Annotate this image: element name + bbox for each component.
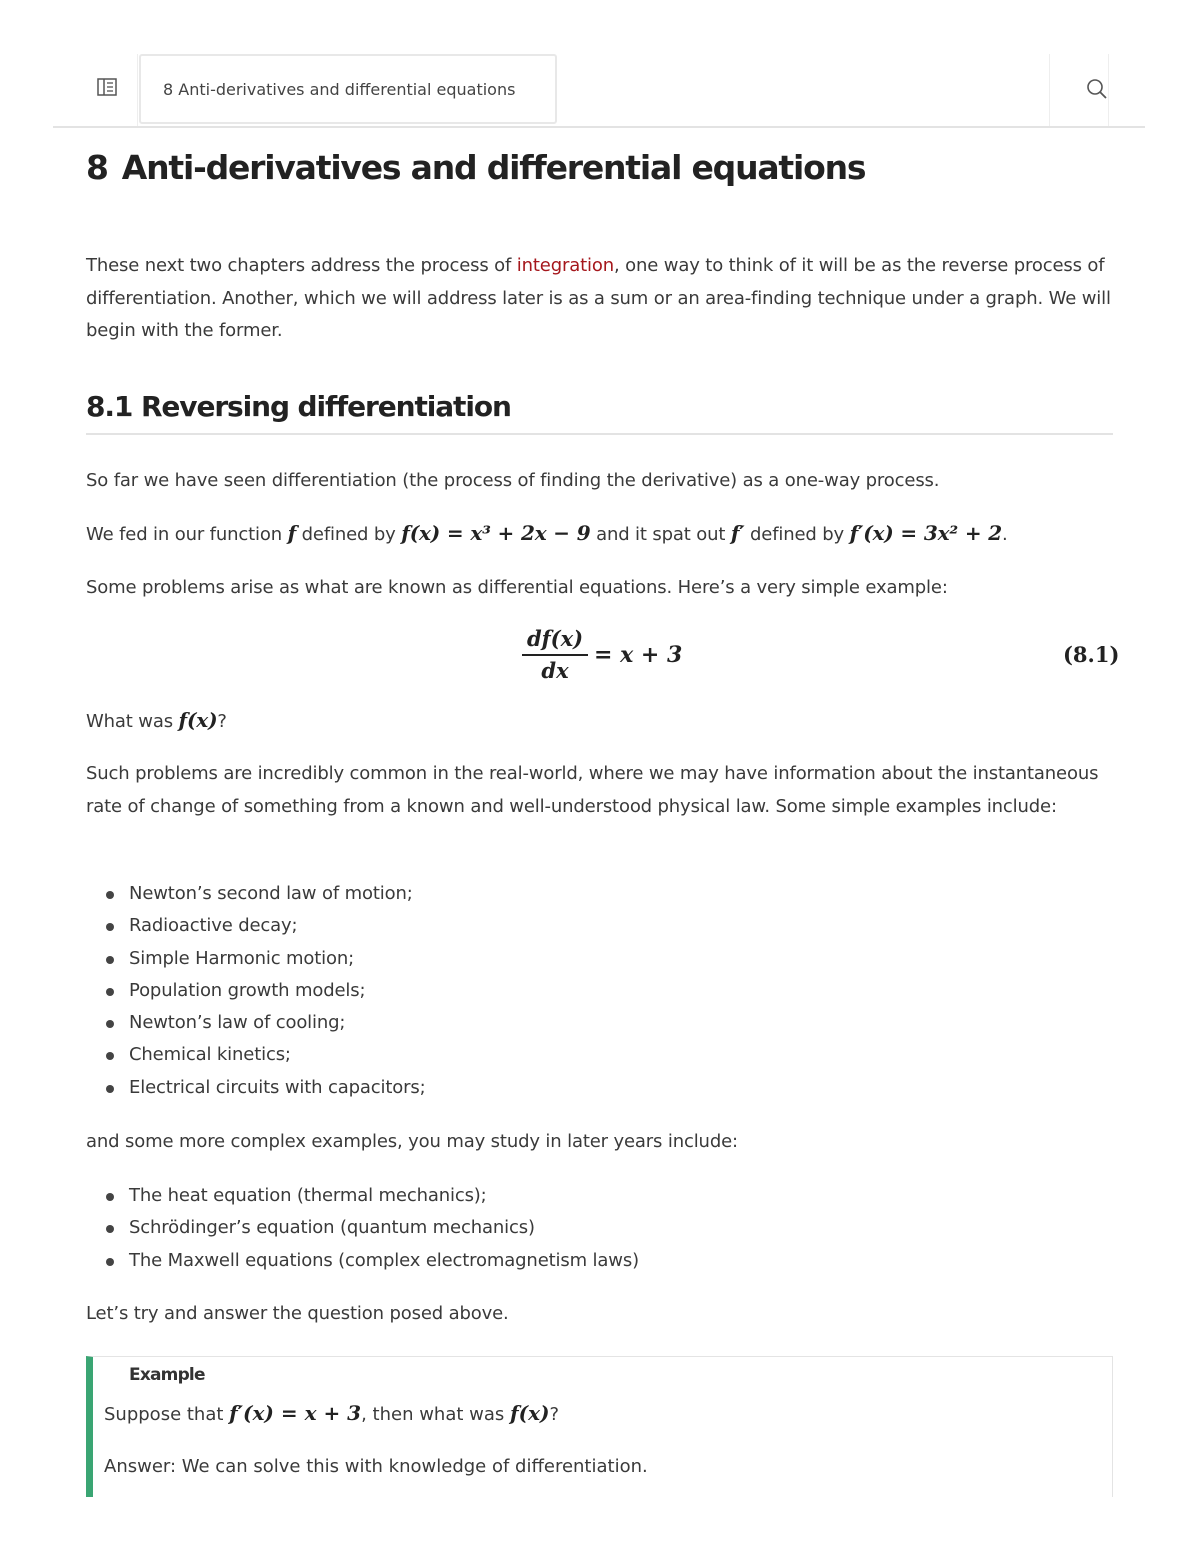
intro-paragraph (86, 250, 1116, 348)
list-item-text: The heat equation (thermal mechanics); (129, 1185, 487, 1206)
text: We fed in our function (86, 524, 288, 545)
section-heading: 8.1 Reversing differentiation (86, 390, 1113, 435)
list-item-text: Chemical kinetics; (129, 1044, 291, 1066)
paragraph-lets-try: Let’s try and answer the question posed above. (86, 1303, 509, 1324)
math-f: f (287, 521, 297, 545)
list-item (86, 878, 426, 910)
callout-title: Example (129, 1365, 205, 1385)
list-item (86, 1180, 639, 1212)
bullet-icon (106, 1193, 114, 1201)
list-item (86, 1212, 639, 1244)
bullet-icon (106, 891, 114, 899)
equation-rhs: = x + 3 (594, 642, 683, 668)
list-item-text: Radioactive decay; (129, 915, 298, 937)
list-item-text: Population growth models; (129, 979, 366, 1001)
equation-fraction (522, 624, 588, 686)
intro-text-before: These next two chapters address the process of (86, 255, 517, 276)
bullet-icon (106, 1085, 114, 1093)
equation-denominator: dx (541, 658, 569, 683)
top-bar (53, 54, 1145, 128)
text: Suppose that (104, 1404, 230, 1425)
complex-examples-list (86, 1180, 639, 1277)
callout-answer: Answer: We can solve this with knowledge of differentiation. (104, 1456, 648, 1477)
math-fx: f(x) (178, 708, 218, 732)
text: ? (549, 1404, 560, 1425)
bullet-icon (106, 1052, 114, 1060)
math-f-prime: f′ (730, 521, 745, 545)
list-item-text: Electrical circuits with capacitors; (129, 1076, 426, 1098)
paragraph-real-world: Such problems are incredibly common in the real-world, where we may have information about the instantaneous rate of change of something from a known and well-understood physical law. Some simple examples include: (86, 763, 1099, 817)
integration-link[interactable]: integration (516, 255, 615, 276)
page-title (86, 148, 865, 187)
text: ? (217, 711, 227, 732)
breadcrumb-title[interactable]: 8 Anti-derivatives and differential equations (139, 54, 557, 124)
paragraph-question (86, 704, 1116, 739)
text: , then what was (361, 1404, 510, 1425)
chapter-number: 8 (86, 148, 108, 187)
list-item (86, 1007, 426, 1039)
list-item-text: Newton’s law of cooling; (129, 1012, 346, 1034)
text: . (1002, 524, 1008, 545)
search-button[interactable] (1049, 54, 1109, 126)
math-f-prime-definition: f′(x) = 3x² + 2 (849, 521, 1003, 545)
bullet-icon (106, 956, 114, 964)
math-fx-definition: f(x) = x³ + 2x − 9 (401, 521, 591, 545)
list-item-text: Simple Harmonic motion; (129, 947, 355, 969)
callout-question (104, 1401, 559, 1425)
text: defined by (296, 524, 402, 545)
intro-text-after: , one way to think of it will be as the reverse process of differentiation. Another, which we will address later is as a sum or an area-finding technique under a graph. We will begin with the former. (86, 255, 1111, 341)
list-item (86, 1245, 639, 1277)
equation-number: (8.1) (1063, 642, 1120, 667)
paragraph-function-example (86, 517, 1116, 552)
list-item-text: Schrödinger’s equation (quantum mechanics) (129, 1217, 535, 1239)
text: What was (86, 711, 179, 732)
bullet-icon (106, 923, 114, 931)
search-icon (1086, 78, 1108, 100)
math-f-prime-given: f′(x) = x + 3 (229, 1401, 362, 1425)
list-item-text: Newton’s second law of motion; (129, 883, 413, 904)
list-item (86, 975, 426, 1007)
list-item (86, 1072, 426, 1104)
sidebar-toggle-button[interactable] (77, 54, 138, 126)
paragraph-differential-equations: Some problems arise as what are known as differential equations. Here’s a very simple example: (86, 577, 948, 598)
list-item (86, 910, 426, 942)
equation-numerator: df(x) (522, 624, 588, 656)
text: defined by (744, 524, 850, 545)
list-item-text: The Maxwell equations (complex electromagnetism laws) (129, 1249, 639, 1271)
bullet-icon (106, 1225, 114, 1233)
example-callout (86, 1356, 1113, 1497)
math-fx: f(x) (510, 1401, 550, 1425)
display-equation (0, 622, 1200, 692)
simple-examples-list (86, 878, 426, 1104)
sidebar-toggle-icon (97, 78, 117, 96)
bullet-icon (106, 988, 114, 996)
chapter-title: Anti-derivatives and differential equations (121, 148, 866, 187)
list-item (86, 943, 426, 975)
paragraph-one-way: So far we have seen differentiation (the process of finding the derivative) as a one-way process. (86, 470, 940, 491)
paragraph-complex-intro: and some more complex examples, you may study in later years include: (86, 1131, 738, 1152)
text: and it spat out (590, 524, 731, 545)
list-item (86, 1039, 426, 1071)
bullet-icon (106, 1020, 114, 1028)
bullet-icon (106, 1258, 114, 1266)
